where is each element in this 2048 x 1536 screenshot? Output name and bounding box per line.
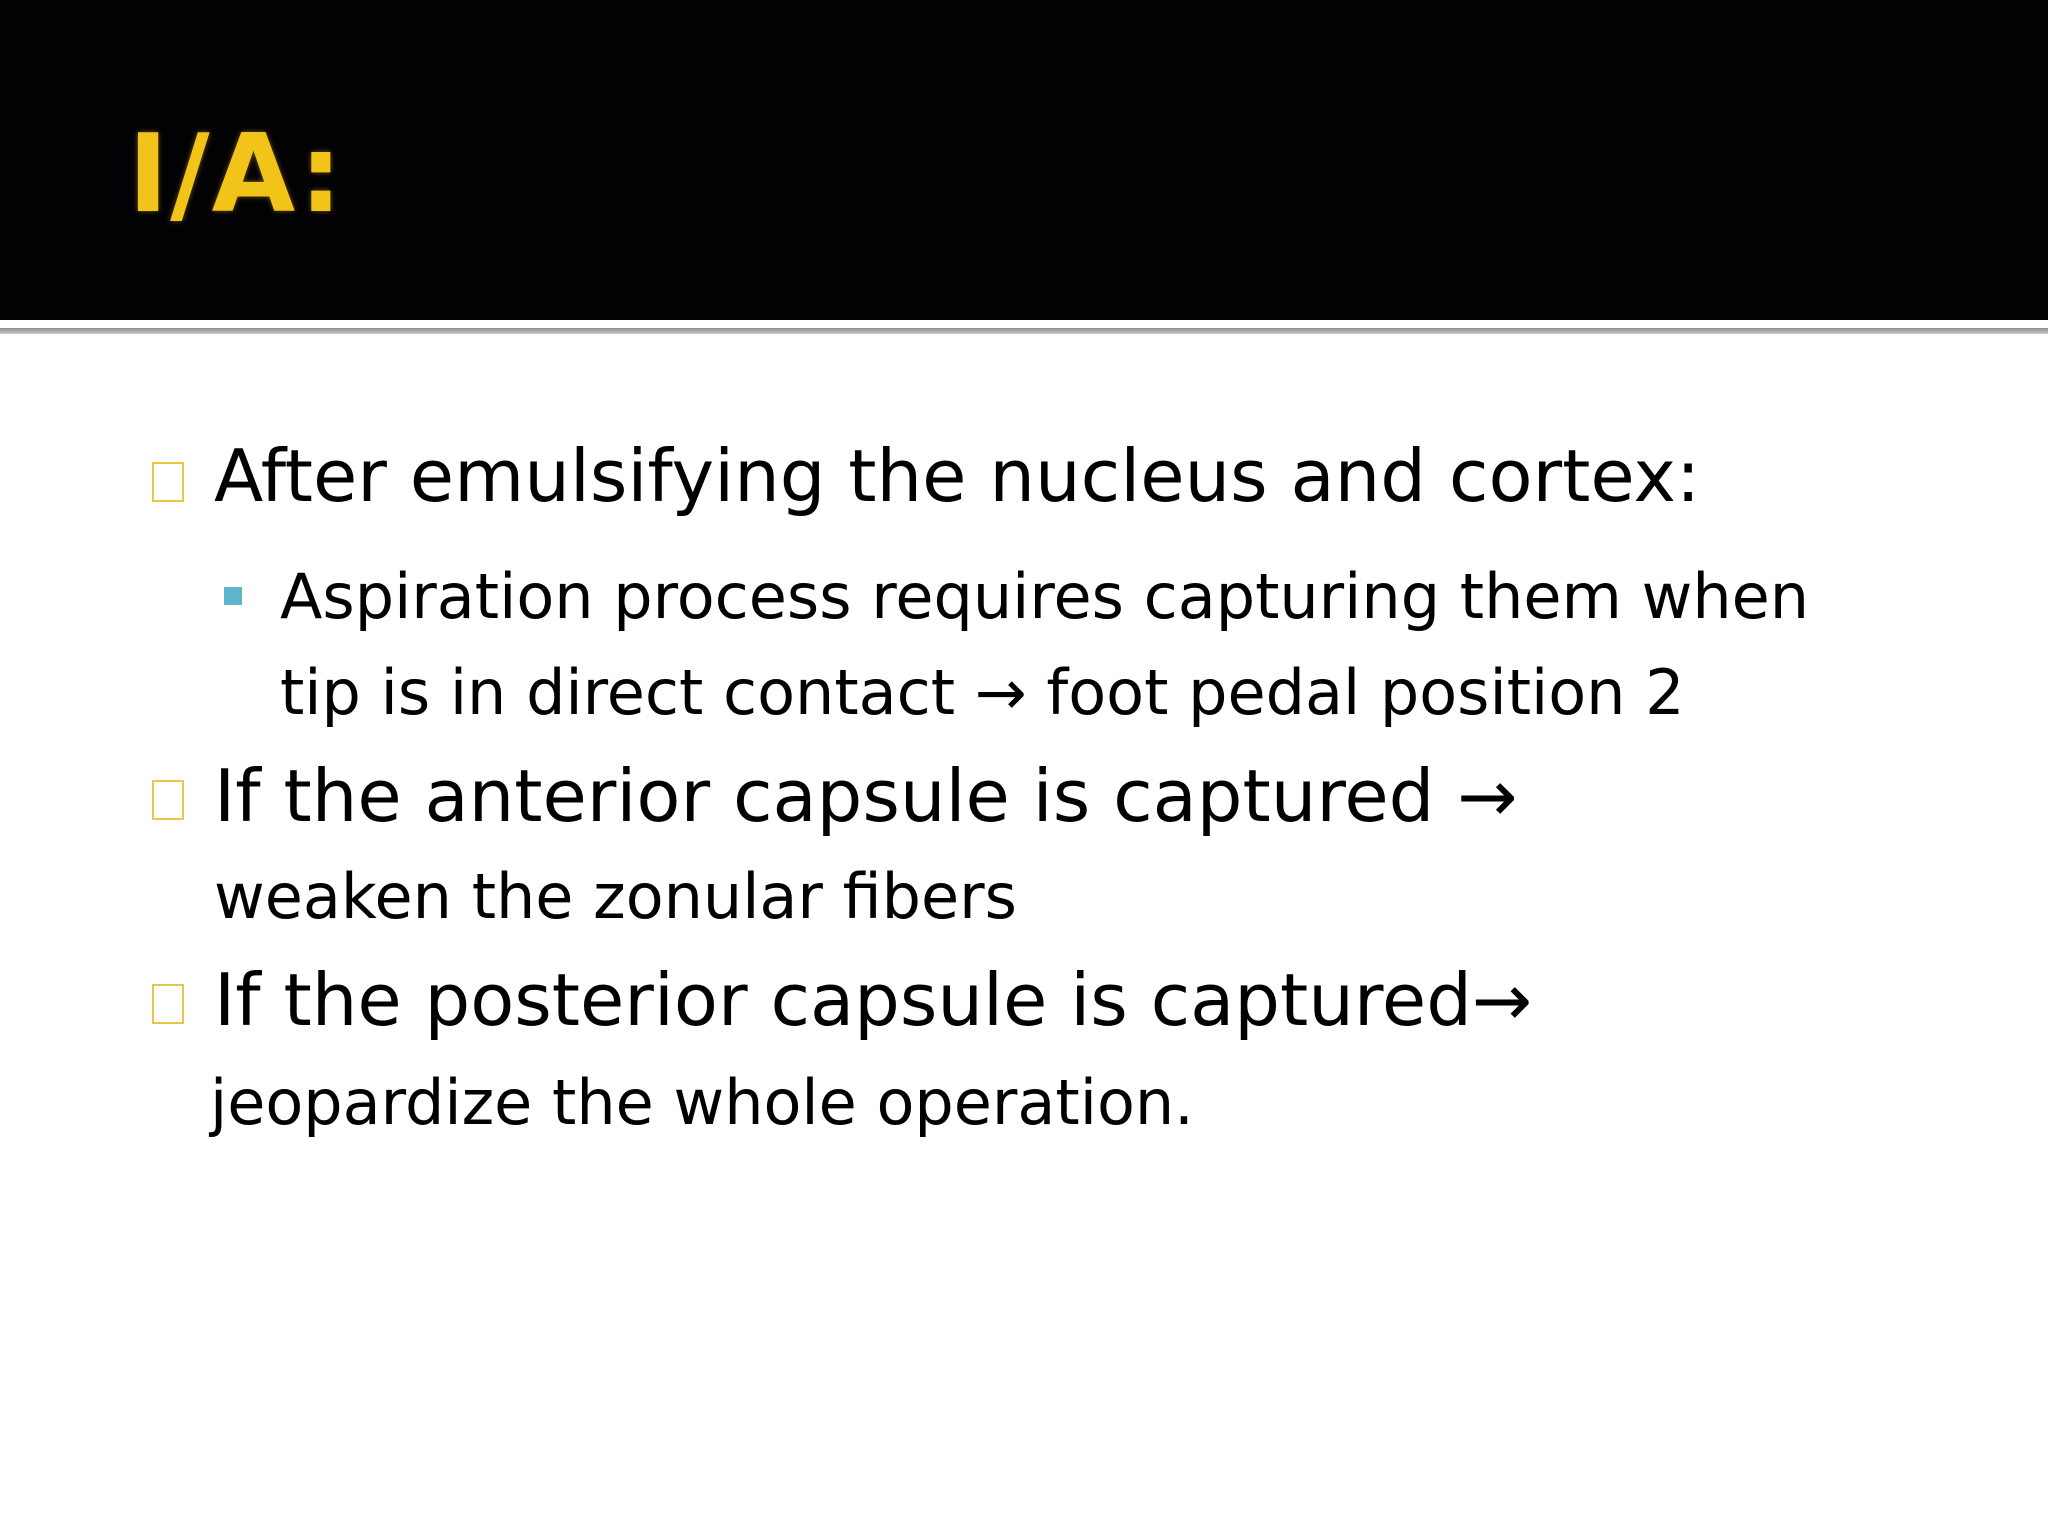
bullet-3-line-1: If the posterior capsule is captured→ xyxy=(214,958,1533,1042)
sub-bullet-1-line-2: tip is in direct contact → foot pedal position 2 xyxy=(280,656,1685,729)
bullet-3-line-2: jeopardize the whole operation. xyxy=(210,1066,1194,1139)
bullet-2-line-1: If the anterior capsule is captured → xyxy=(214,754,1518,838)
bullet-1-text: After emulsifying the nucleus and cortex: xyxy=(214,434,1701,518)
slide-title: I/A: xyxy=(128,112,345,237)
bullet-2-line-2: weaken the zonular fibers xyxy=(214,860,1017,933)
sub-bullet-square-icon xyxy=(224,587,242,605)
bullet-box-icon xyxy=(152,984,184,1024)
bullet-box-icon xyxy=(152,780,184,820)
sub-bullet-1-line-1: Aspiration process requires capturing them when xyxy=(280,560,1810,633)
bullet-box-icon xyxy=(152,462,184,502)
